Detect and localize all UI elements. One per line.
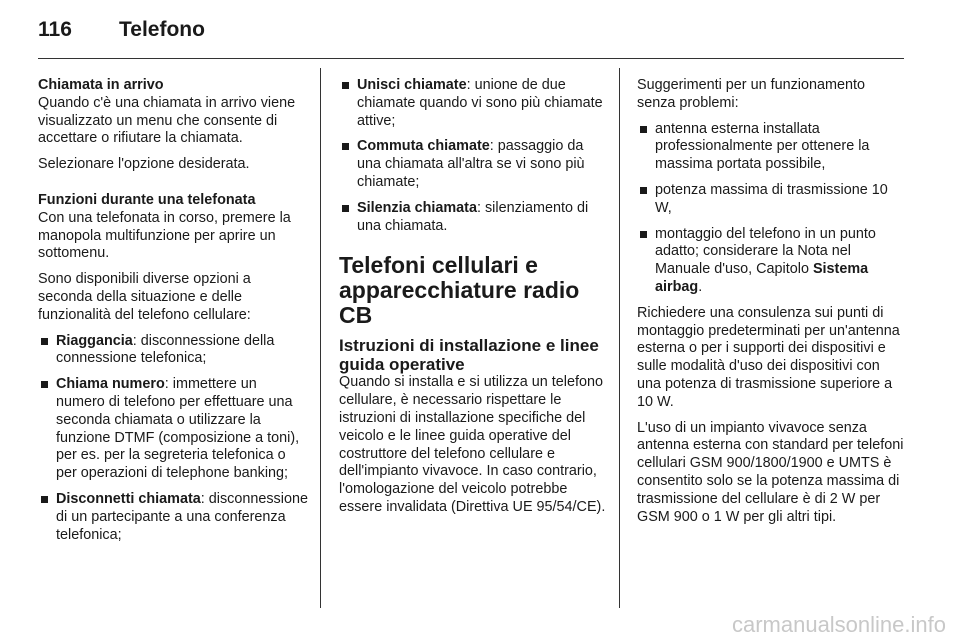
option-description: : disconnessione della connessione telefonica;	[56, 332, 275, 367]
bullet-square-icon	[342, 82, 349, 89]
airbag-reference: Sistema airbag	[655, 261, 869, 295]
column-right	[637, 77, 905, 534]
list-item	[339, 138, 607, 191]
list-item	[38, 376, 308, 483]
bullet-square-icon	[41, 338, 48, 345]
option-term: Unisci chiamate	[357, 77, 467, 93]
column-left	[38, 77, 308, 552]
section-heading: Telefoni cellulari e apparecchiature radio CB	[339, 252, 580, 329]
subsection-heading: Istruzioni di installazione e linee guida operative	[339, 336, 599, 375]
option-description: : silenziamento di una chiamata.	[357, 199, 589, 234]
installation-text: Quando si installa e si utilizza un telefono cellulare, è necessario rispettare le istruzioni di installazione specifiche del veicolo e le linee guida operative del costruttore del telefono cellulare e dell'impianto vivavoce. In caso contrario, l'omologazione del veicolo potrebbe essere invalidata (Direttiva UE 95/54/CE).	[339, 374, 606, 515]
tip-text: montaggio del telefono in un punto adatto; considerare la Nota nel Manuale d'uso, Capitolo	[655, 225, 876, 278]
list-item	[38, 333, 308, 369]
bullet-square-icon	[41, 496, 48, 503]
option-description: : immettere un numero di telefono per effettuare una seconda chiamata o utilizzare la funzione DTMF (composizione a toni), per es. per la segreteria telefonica o per operazioni di telephone banking;	[56, 376, 300, 482]
incoming-call-heading: Chiamata in arrivo	[38, 77, 164, 93]
tips-intro: Suggerimenti per un funzionamento senza problemi:	[637, 77, 865, 111]
option-term: Riaggancia	[56, 332, 133, 349]
bullet-square-icon	[640, 126, 647, 133]
select-option-text: Selezionare l'opzione desiderata.	[38, 156, 250, 173]
list-item	[637, 182, 905, 218]
list-item	[637, 226, 905, 297]
tip-tail: .	[698, 278, 703, 295]
list-item	[339, 77, 607, 130]
incoming-call-paragraph	[38, 77, 308, 148]
bullet-square-icon	[640, 231, 647, 238]
bullet-square-icon	[41, 381, 48, 388]
during-call-paragraph	[38, 192, 308, 263]
option-term: Silenzia chiamata	[357, 199, 477, 216]
list-item	[637, 121, 905, 174]
header-rule	[38, 58, 904, 59]
bullet-square-icon	[342, 205, 349, 212]
option-description: : unione de due chiamate quando vi sono più chiamate attive;	[357, 77, 603, 129]
handsfree-text: L'uso di un impianto vivavoce senza antenna esterna con standard per telefoni cellulari GSM 900/1800/1900 e UMTS è consentito solo se la potenza massima di trasmissione del cellulare è di 2 W per GSM 900 o 1 W per gli altri tipi.	[637, 419, 904, 525]
options-text: Sono disponibili diverse opzioni a seconda della situazione e delle funzionalità del telefono cellulare:	[38, 271, 251, 323]
column-middle	[339, 77, 607, 525]
watermark: carmanualsonline.info	[731, 612, 946, 637]
tip-text: antenna esterna installata professionalmente per ottenere la massima portata possibile,	[655, 120, 870, 173]
option-term: Disconnetti chiamata	[56, 490, 201, 507]
during-call-text: Con una telefonata in corso, premere la manopola multifunzione per aprire un sottomenu.	[38, 209, 291, 262]
advice-text: Richiedere una consulenza sui punti di montaggio predeterminati per un'antenna esterna o per i supporti dei dispositivi e sulle modalità d'uso dei dispositivi con una potenza di trasmissione superiore a 10 W.	[637, 304, 900, 410]
option-term: Chiama numero	[56, 376, 165, 393]
chapter-title: Telefono	[119, 18, 205, 41]
during-call-heading: Funzioni durante una telefonata	[38, 191, 256, 208]
option-description: : disconnessione di un partecipante a una conferenza telefonica;	[56, 490, 308, 543]
tip-text: potenza massima di trasmissione 10 W,	[655, 181, 888, 216]
incoming-call-text: Quando c'è una chiamata in arrivo viene visualizzato un menu che consente di accettare o rifiutare la chiamata.	[38, 94, 296, 147]
list-item	[38, 491, 308, 544]
column-divider	[320, 68, 321, 608]
option-description: : passaggio da una chiamata all'altra se vi sono più chiamate;	[357, 138, 585, 190]
option-term: Commuta chiamate	[357, 138, 490, 155]
page-number: 116	[38, 18, 72, 41]
bullet-square-icon	[342, 143, 349, 150]
column-divider	[619, 68, 620, 608]
bullet-square-icon	[640, 187, 647, 194]
list-item	[339, 200, 607, 236]
